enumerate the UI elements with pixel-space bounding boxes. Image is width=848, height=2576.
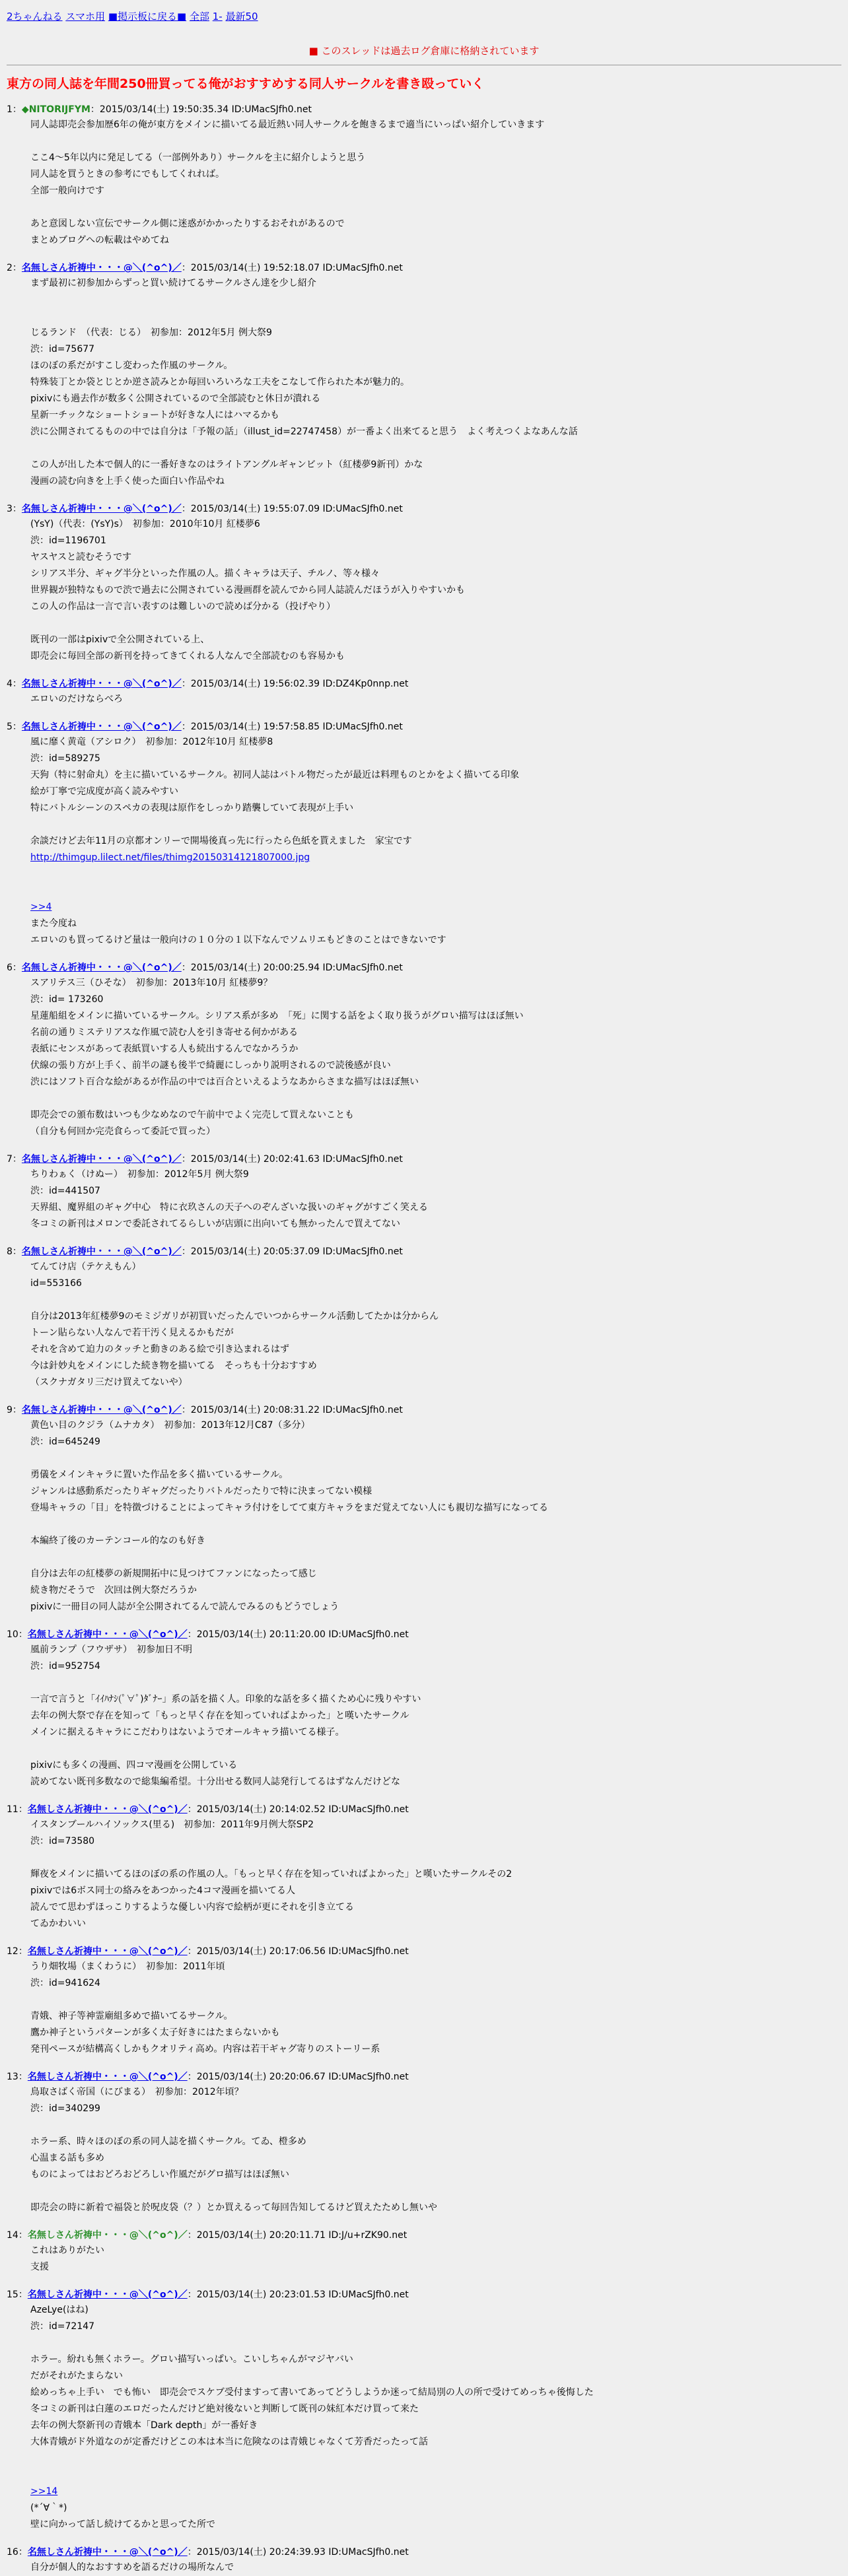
top-navigation	[7, 9, 841, 24]
poster-name[interactable]: 名無しさん祈祷中・・・@＼(^o^)／	[21, 263, 182, 273]
post	[7, 261, 841, 490]
post-number: 13：	[7, 2072, 28, 2082]
post	[7, 2545, 841, 2576]
post-number: 8：	[7, 1246, 22, 1257]
post-header	[7, 1944, 841, 1959]
post-body: (YsY)（代表：(YsY)s） 初参加：2010年10月 紅楼夢6 渋：id=1196701 ヤスヤスと読むそうです シリアス半分、ギャグ半分といった作風の人。描くキャラは天子、チルノ、等々様々 世界観が独特なもので渋で過去に公開されている漫画群を読んでから同人誌読んだほうが入りやすいかも この人の作品は一言で言い表すのは難しいので読めば分かる（投げやり） 既刊の一部はpixivで全公開されている上、 即売会に毎回全部の新刊を持ってきてくれる人なんで全部読むのも容易かも	[30, 519, 465, 661]
poster-name[interactable]: 名無しさん祈祷中・・・@＼(^o^)／	[21, 963, 182, 973]
post-header	[7, 1244, 841, 1259]
post-meta: ：2015/03/14(土) 20:20:11.71 ID:J/u+rZK90.net	[187, 2230, 407, 2241]
post-header	[7, 2228, 841, 2243]
poster-name: 名無しさん祈祷中・・・@＼(^o^)／	[27, 2230, 188, 2241]
poster-name[interactable]: 名無しさん祈祷中・・・@＼(^o^)／	[27, 1629, 188, 1640]
post-number: 7：	[7, 1154, 22, 1165]
reply-anchor-link[interactable]: >>4	[30, 902, 52, 912]
post	[7, 1627, 841, 1790]
post-number: 11：	[7, 1804, 28, 1815]
latest50-link[interactable]: 最新50	[225, 11, 258, 22]
poster-name[interactable]: 名無しさん祈祷中・・・@＼(^o^)／	[27, 1804, 188, 1815]
external-link[interactable]: http://thimgup.lilect.net/files/thimg20150314121807000.jpg	[30, 852, 310, 863]
post-meta: ：2015/03/14(土) 20:02:41.63 ID:UMacSJfh0.net	[181, 1154, 403, 1165]
poster-name[interactable]: 名無しさん祈祷中・・・@＼(^o^)／	[21, 1405, 182, 1415]
poster-name: ◆NITORIJFYM	[21, 104, 90, 115]
post-body: まず最初に初参加からずっと買い続けてるサークルさん達を少し紹介 じるランド （代表：じる） 初参加：2012年5月 例大祭9 渋：id=75677 ほのぼの系だがすこし変わった作風のサークル。 特殊装丁とか袋とじとか逆さ読みとか毎回いろいろな工夫をこなして作られた本が魅力的。 pixivにも過去作が数多く公開されているので全部読むと休日が潰れる 星新一チックなショートショートが好きな人にはハマるかも 渋に公開されてるものの中では自分は「予報の話」（illust_id=22747458）が一番よく出来てると思う よく考えつくよなあんな話 この人が出した本で個人的に一番好きなのはライトアングルギャンビット（紅楼夢9新刊）かな 漫画の読む向きを上手く使った面白い作品やね	[30, 278, 578, 487]
post-meta: ：2015/03/14(土) 20:05:37.09 ID:UMacSJfh0.net	[181, 1246, 403, 1257]
post-body: 風前ランプ（フウザサ） 初参加日不明 渋：id=952754 一言で言うと「ｲｲﾊﾅｼ(ﾟ∀ﾟ)ﾀﾞﾅｰ」系の話を描く人。印象的な話を多く描くため心に残りやすい 去年の例大祭で存在を知って「もっと早く存在を知っていればよかった」と嘆いたサークル メインに据えるキャラにこだわりはないようでオールキャラ描いてる様子。 pixivにも多くの漫画、四コマ漫画を公開している 読めてない既刊多数なので総集編希望。十分出せる数同人誌発行してるはずなんだけどな	[30, 1644, 421, 1787]
post-meta: ：2015/03/14(土) 20:24:39.93 ID:UMacSJfh0.net	[187, 2547, 409, 2558]
post-number: 1：	[7, 104, 22, 115]
post-meta: ：2015/03/14(土) 19:50:35.34 ID:UMacSJfh0.net	[90, 104, 312, 115]
post-number: 12：	[7, 1946, 28, 1957]
post-header	[7, 261, 841, 275]
post	[7, 677, 841, 708]
poster-name[interactable]: 名無しさん祈祷中・・・@＼(^o^)／	[21, 1154, 182, 1165]
post	[7, 1944, 841, 2058]
post-body: 鳥取さばく帝国（にびまる） 初参加：2012年頃？ 渋：id=340299 ホラー系、時々ほのぼの系の同人誌を描くサークル。てゐ、橙多め 心温まる話も多め ものによってはおどろおどろしい作風だがグロ描写はほぼ無い 即売会の時に新着で福袋と於呪皮袋（？）とか買えるって毎回告知してるけど買えたためし無いや	[30, 2087, 437, 2213]
post-body: イスタンブールハイソックス(里る) 初参加：2011年9月例大祭SP2 渋：id=73580 輝夜をメインに描いてるほのぼの系の作風の人。「もっと早く存在を知っていればよかった」と嘆いたサークルその2 pixivでは6ボス同士の絡みをあつかった4コマ漫画を描いてる人 読んでて思わずほっこりするような優しい内容で絵柄が更にそれを引き立てる てゐかわいい	[30, 1819, 512, 1929]
post-number: 16：	[7, 2547, 28, 2558]
post	[7, 502, 841, 665]
post-meta: ：2015/03/14(土) 20:11:20.00 ID:UMacSJfh0.net	[187, 1629, 409, 1640]
post	[7, 2228, 841, 2276]
post	[7, 1152, 841, 1233]
post-body: スアリテス三（ひそな） 初参加：2013年10月 紅楼夢9？ 渋：id= 173260 星蓮船組をメインに描いているサークル。シリアス系が多め 「死」に関する話をよく取り扱うがグロい描写はほぼ無い 名前の通りミステリアスな作風で読む人を引き寄せる何かがある 表紙にセンスがあって表紙買いする人も続出するんでなかろうか 伏線の張り方が上手く、前半の謎も後半で綺麗にしっかり説明されるので読後感が良い 渋にはソフト百合な絵があるが作品の中では百合といえるようなあからさまな描写はほぼ無い 即売会での頒布数はいつも少なめなので午前中でよく完売して買えないことも （自分も何回か完売食らって委託で買った）	[30, 978, 524, 1137]
post-body: ちりわぁく（けぬー） 初参加：2012年5月 例大祭9 渋：id=441507 天界組、魔界組のギャグ中心 特に衣玖さんの天子へのぞんざいな扱いのギャグがすごく笑える 冬コミの新刊はメロンで委託されてるらしいが店頭に出向いても無かったんで買えてない	[30, 1169, 428, 1229]
post-body: 黄色い目のクジラ（ムナカタ） 初参加：2013年12月C87（多分） 渋：id=645249 勇儀をメインキャラに置いた作品を多く描いているサークル。 ジャンルは感動系だったりギャグだったりバトルだったりで特に決まってない模様 登場キャラの「目」を特徴づけることによってキャラ付けをしてて東方キャラをまだ覚えてない人にも親切な描写になってる 本編終了後のカーテンコール的なのも好き 自分は去年の紅楼夢の新規開拓中に見つけてファンになったって感じ 続き物だそうで 次回は例大祭だろうか pixivに一冊目の同人誌が全公開されてるんで読んでみるのもどうでしょう	[30, 1420, 548, 1612]
post-body: 自分が個人的なおすすめを語るだけの場所なんで	[30, 2562, 234, 2573]
post-header	[7, 1802, 841, 1817]
post-body: てんてけ店（テケえもん） id=553166 自分は2013年紅楼夢9のモミジガリが初買いだったんでいつからサークル活動してたかは分からん トーン貼らない人なんで若干汚く見えるかもだが それを含めて迫力のタッチと動きのある絵で引き込まれるはず 今は針妙丸をメインにした続き物を描いてる そっちも十分おすすめ （スクナガタリ三だけ買えてないや）	[30, 1262, 439, 1388]
poster-name[interactable]: 名無しさん祈祷中・・・@＼(^o^)／	[21, 504, 182, 514]
post-header	[7, 1627, 841, 1642]
thread-posts	[7, 102, 841, 2576]
post-header	[7, 1152, 841, 1167]
post-header	[7, 1403, 841, 1417]
poster-name[interactable]: 名無しさん祈祷中・・・@＼(^o^)／	[27, 1946, 188, 1957]
poster-name[interactable]: 名無しさん祈祷中・・・@＼(^o^)／	[27, 2072, 188, 2082]
back-to-board-link[interactable]: ■掲示板に戻る■	[108, 11, 187, 22]
post-meta: ：2015/03/14(土) 19:56:02.39 ID:DZ4Kp0nnp.net	[181, 679, 409, 689]
post	[7, 1244, 841, 1391]
poster-name[interactable]: 名無しさん祈祷中・・・@＼(^o^)／	[21, 1246, 182, 1257]
post-meta: ：2015/03/14(土) 20:00:25.94 ID:UMacSJfh0.net	[181, 963, 403, 973]
post-body: 風に靡く黄竜（アシロク） 初参加：2012年10月 紅楼夢8 渋：id=589275 天狗（特に射命丸）を主に描いているサークル。初同人誌はバトル物だったが最近は料理ものとかをよく描いてる印象 絵が丁寧で完成度が高く読みやすい 特にバトルシーンのスペカの表現は原作をしっかり踏襲していて表現が上手い 余談だけど去年11月の京都オンリーで開場後真っ先に行ったら色紙を貰えました 家宝です http://thimgup.lilect.net/files/thimg20150314121807000.jpg >>4 また今度ね エロいのも買ってるけど量は一般向けの１０分の１以下なんでソムリエもどきのことはできないです	[30, 737, 520, 945]
post	[7, 1403, 841, 1615]
post	[7, 720, 841, 949]
post-body: AzeLye(はね) 渋：id=72147 ホラー。紛れも無くホラー。グロい描写いっぱい。こいしちゃんがマジヤバい だがそれがたまらない 絵めっちゃ上手い でも怖い 即売会でスケブ受付ますって書いてあってどうしようか迷って結局別の人の所で受けてめっちゃ後悔した 冬コミの新刊は白蓮のエロだったんだけど絶対後ないと判断して既刊の妹紅本だけ買って来た 去年の例大祭新刊の青娥本「Dark depth」が一番好き 大体青娥がド外道なのが定番だけどこの本は本当に危険なのは青娥じゃなくて芳香だったって話 >>14 (*´∀｀*) 壁に向かって話し続けてるかと思ってた所で	[30, 2305, 594, 2530]
post	[7, 2288, 841, 2533]
range-link[interactable]: 1-	[212, 11, 223, 22]
post-number: 4：	[7, 679, 22, 689]
archive-notice: ■ このスレッドは過去ログ倉庫に格納されています	[308, 45, 540, 57]
post-meta: ：2015/03/14(土) 20:08:31.22 ID:UMacSJfh0.net	[181, 1405, 403, 1415]
post	[7, 102, 841, 249]
post-header	[7, 502, 841, 516]
post-body: 同人誌即売会参加歴6年の俺が東方をメインに描いてる最近熱い同人サークルを飽きるまで適当にいっぱい紹介していきます ここ4〜5年以内に発足してる（一部例外あり）サークルを主に紹介しようと思う 同人誌を買うときの参考にでもしてくれれば。 全部一般向けです あと意図しない宣伝でサークル側に迷惑がかかったりするおそれがあるので まとめブログへの転載はやめてね	[30, 119, 545, 246]
post-number: 9：	[7, 1405, 22, 1415]
post-body: うり畑牧場（まくわうに） 初参加：2011年頃 渋：id=941624 青娥、神子等神霊廟組多めで描いてるサークル。 鷹か神子というパターンが多く太子好きにはたまらないかも 発刊ペースが結構高くしかもクオリティ高め。内容は若干ギャグ寄りのストーリー系	[30, 1961, 380, 2054]
poster-name[interactable]: 名無しさん祈祷中・・・@＼(^o^)／	[21, 722, 182, 732]
post-number: 14：	[7, 2230, 28, 2241]
post	[7, 961, 841, 1140]
post-meta: ：2015/03/14(土) 19:52:18.07 ID:UMacSJfh0.net	[181, 263, 403, 273]
post-header	[7, 2545, 841, 2559]
post-meta: ：2015/03/14(土) 20:14:02.52 ID:UMacSJfh0.net	[187, 1804, 409, 1815]
post-number: 5：	[7, 722, 22, 732]
post-body: これはありがたい 支援	[30, 2245, 104, 2272]
post-meta: ：2015/03/14(土) 19:57:58.85 ID:UMacSJfh0.net	[181, 722, 403, 732]
post-number: 15：	[7, 2289, 28, 2300]
post	[7, 2070, 841, 2216]
post-header	[7, 677, 841, 691]
post-number: 3：	[7, 504, 22, 514]
post-meta: ：2015/03/14(土) 20:23:01.53 ID:UMacSJfh0.net	[187, 2289, 409, 2300]
post-number: 6：	[7, 963, 22, 973]
post-header	[7, 961, 841, 975]
post-number: 10：	[7, 1629, 28, 1640]
post-number: 2：	[7, 263, 22, 273]
post-header	[7, 720, 841, 734]
all-posts-link[interactable]: 全部	[189, 11, 209, 22]
poster-name[interactable]: 名無しさん祈祷中・・・@＼(^o^)／	[21, 679, 182, 689]
smartphone-link[interactable]: スマホ用	[65, 11, 106, 22]
site-link[interactable]: 2ちゃんねる	[7, 11, 63, 22]
post-header	[7, 102, 841, 117]
post-meta: ：2015/03/14(土) 20:20:06.67 ID:UMacSJfh0.net	[187, 2072, 409, 2082]
post-header	[7, 2288, 841, 2302]
post-body: エロいのだけならべろ	[30, 694, 123, 704]
reply-anchor-link[interactable]: >>14	[30, 2486, 58, 2497]
poster-name[interactable]: 名無しさん祈祷中・・・@＼(^o^)／	[27, 2547, 188, 2558]
post-header	[7, 2070, 841, 2084]
poster-name[interactable]: 名無しさん祈祷中・・・@＼(^o^)／	[27, 2289, 188, 2300]
post-meta: ：2015/03/14(土) 20:17:06.56 ID:UMacSJfh0.net	[187, 1946, 409, 1957]
post	[7, 1802, 841, 1932]
thread-title: 東方の同人誌を年間250冊買ってる俺がおすすめする同人サークルを書き殴っていく	[7, 77, 485, 91]
post-meta: ：2015/03/14(土) 19:55:07.09 ID:UMacSJfh0.net	[181, 504, 403, 514]
